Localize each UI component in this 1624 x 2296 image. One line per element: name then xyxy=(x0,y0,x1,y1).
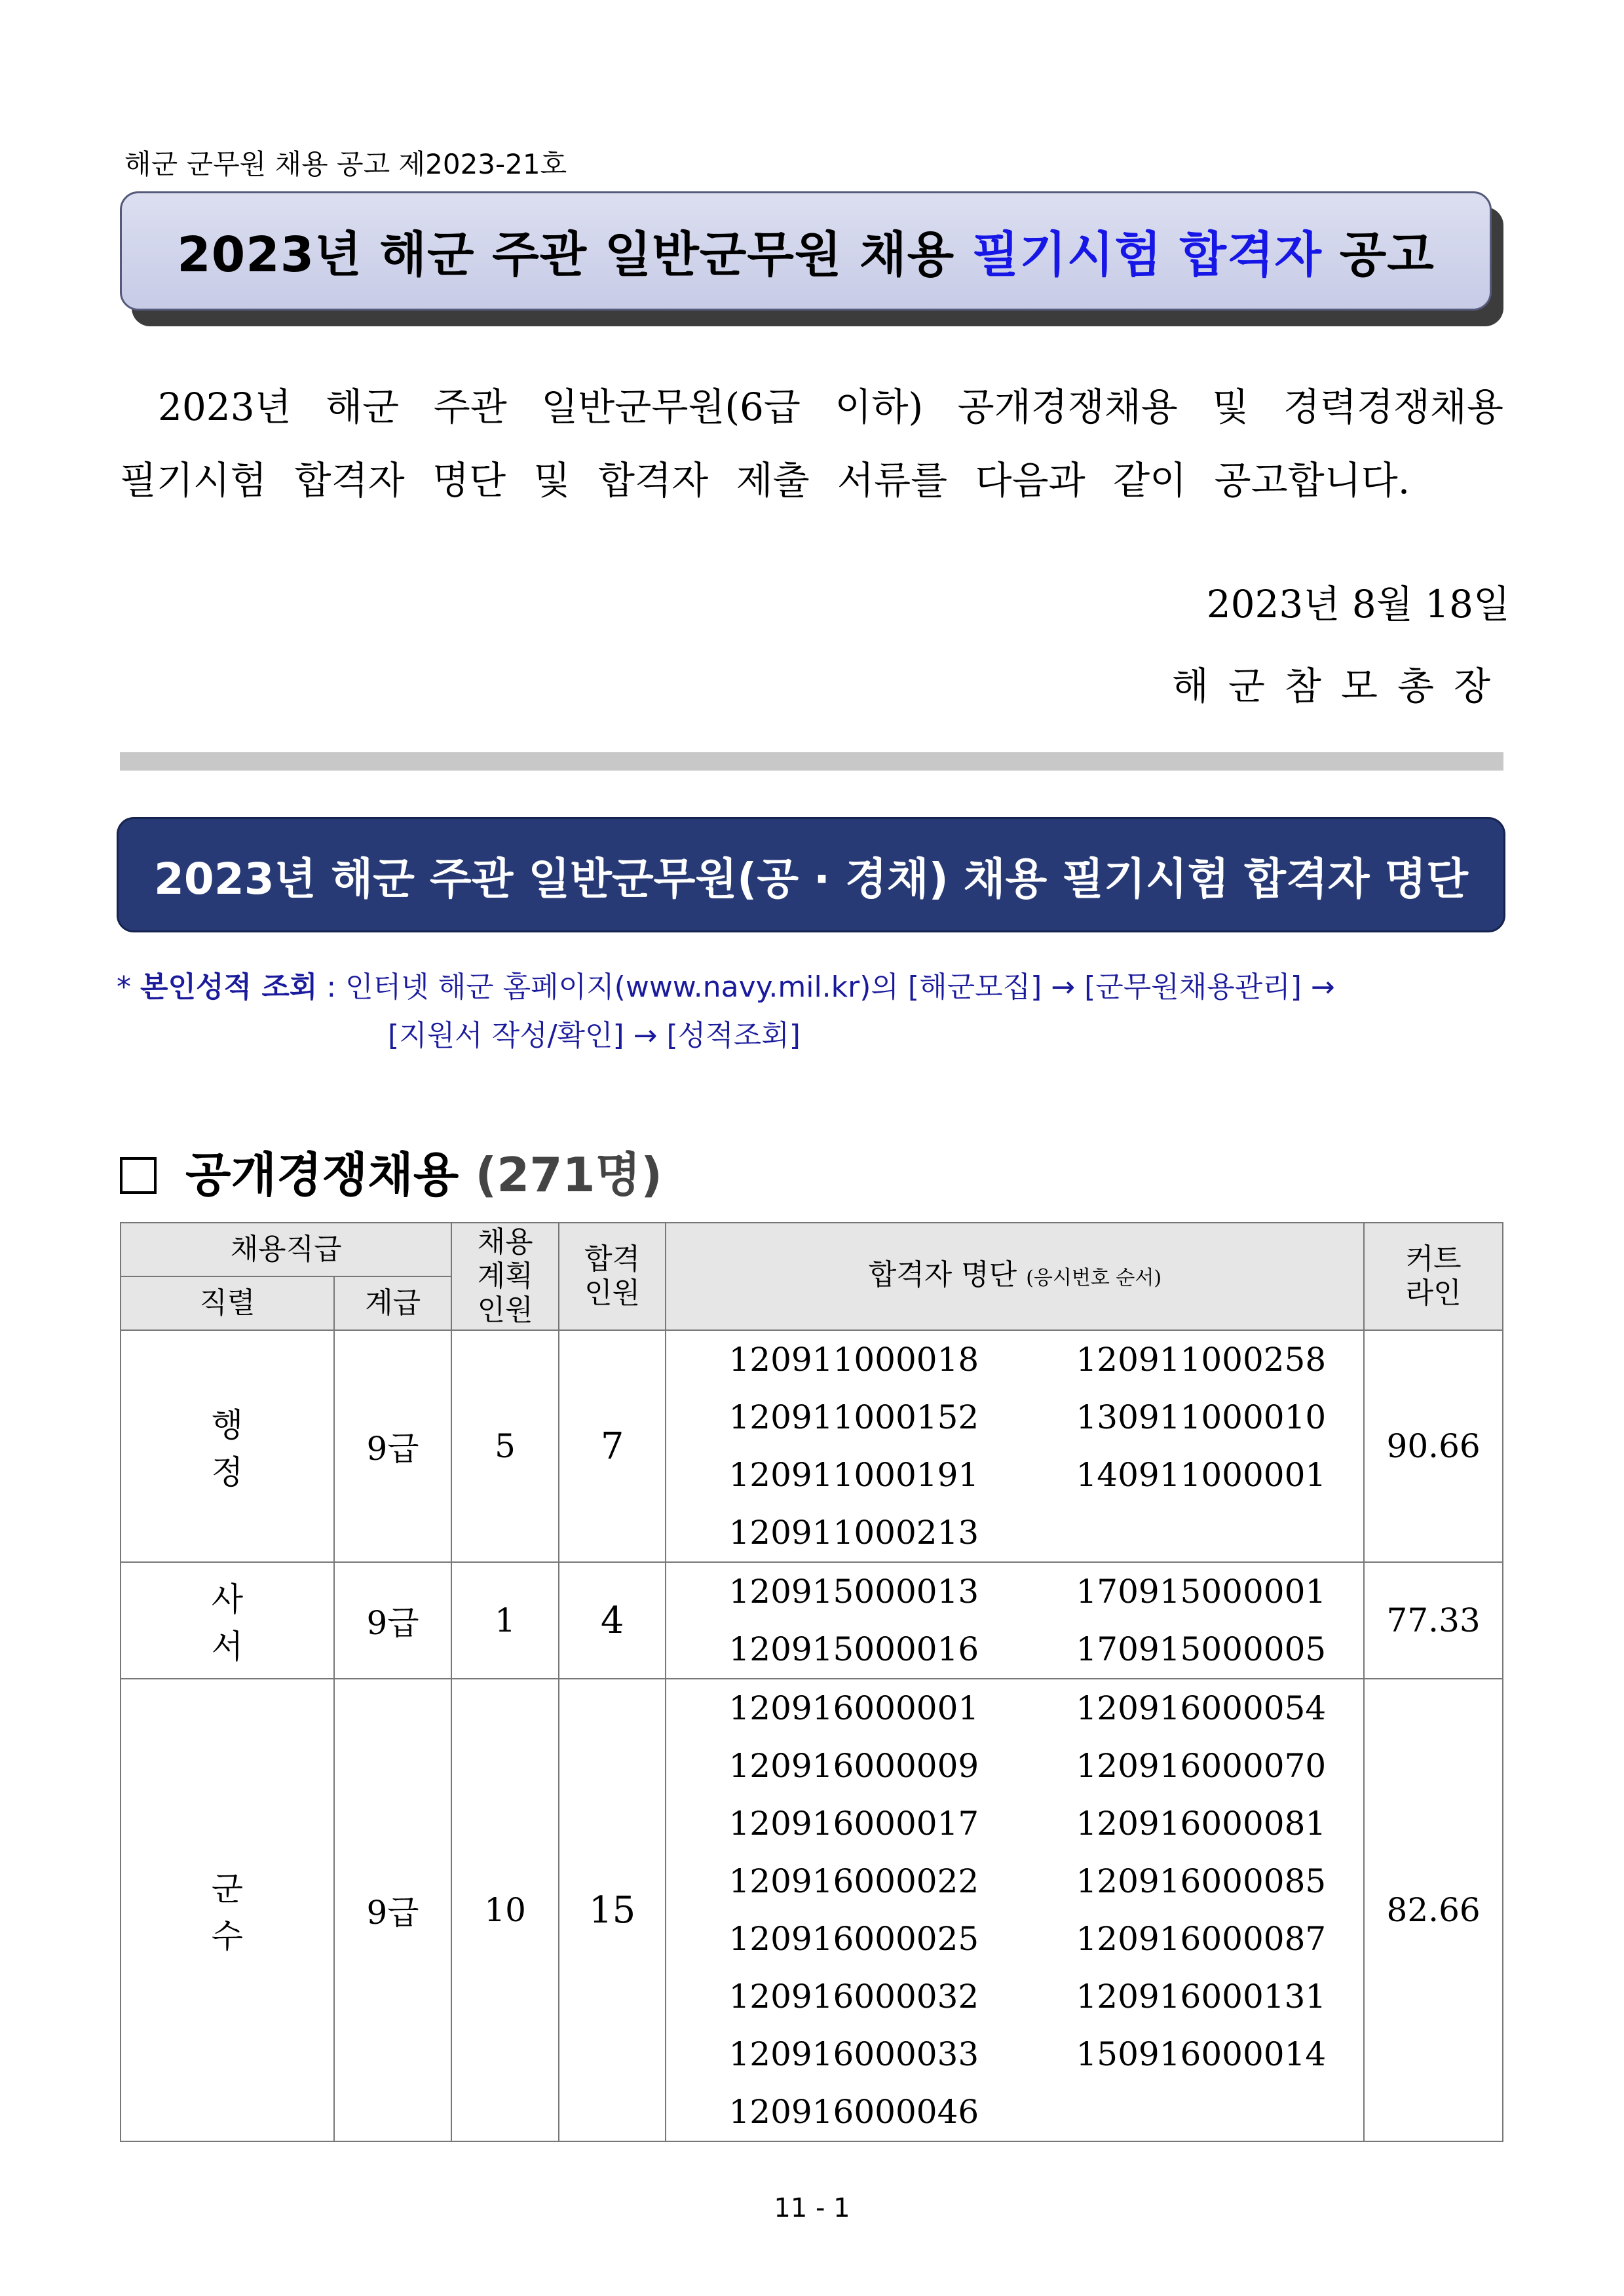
candidate-number xyxy=(1076,2083,1363,2141)
candidate-number: 120911000191 xyxy=(728,1456,979,1494)
page-title xyxy=(177,216,1434,286)
cell-cutline: 90.66 xyxy=(1364,1330,1503,1562)
candidate-number: 140911000001 xyxy=(1076,1456,1327,1494)
candidate-number: 120916000022 xyxy=(728,1862,979,1900)
candidate-number: 120916000033 xyxy=(728,2035,979,2073)
header-cutline: 커트 라인 xyxy=(1364,1223,1503,1330)
cell-candidate-list xyxy=(666,1330,1364,1562)
checkbox-square-icon xyxy=(120,1157,157,1194)
header-list xyxy=(666,1223,1364,1330)
cell-grade: 9급 xyxy=(334,1330,451,1562)
header-position: 채용직급 xyxy=(121,1223,451,1276)
notice-date: 2023년 8월 18일 xyxy=(1206,582,1510,626)
title-banner xyxy=(120,191,1503,326)
title-part2: 공고 xyxy=(1322,227,1435,283)
title-highlight: 필기시험 합격자 xyxy=(972,227,1322,283)
header-list-label: 합격자 명단 xyxy=(868,1257,1017,1292)
candidate-number: 120911000018 xyxy=(728,1341,979,1379)
title-box xyxy=(120,191,1492,311)
cell-planned: 1 xyxy=(451,1562,559,1679)
candidate-number-grid xyxy=(666,1679,1363,2141)
note-label: 본인성적 조회 xyxy=(140,970,318,1004)
cell-cutline: 77.33 xyxy=(1364,1562,1503,1679)
cell-passed: 15 xyxy=(559,1679,666,2141)
results-table xyxy=(120,1222,1503,2142)
candidate-number: 120916000009 xyxy=(728,1747,979,1785)
candidate-number: 120916000131 xyxy=(1076,1978,1327,2016)
table-body xyxy=(121,1330,1503,2141)
cell-grade: 9급 xyxy=(334,1562,451,1679)
candidate-number: 120915000013 xyxy=(728,1573,979,1611)
candidate-number: 120916000017 xyxy=(728,1805,979,1843)
list-banner xyxy=(117,817,1505,932)
candidate-number: 170915000001 xyxy=(1076,1573,1327,1611)
note-asterisk: * xyxy=(117,970,131,1004)
header-list-note: (응시번호 순서) xyxy=(1026,1266,1162,1290)
candidate-number: 120916000025 xyxy=(728,1920,979,1958)
candidate-number: 120916000032 xyxy=(728,1978,979,2016)
header-planned: 채용 계획 인원 xyxy=(451,1223,559,1330)
header-grade: 계급 xyxy=(334,1276,451,1330)
candidate-number: 120916000081 xyxy=(1076,1805,1327,1843)
candidate-number: 120916000085 xyxy=(1076,1862,1327,1900)
signer: 해군참모총장 xyxy=(1171,664,1510,708)
table-row xyxy=(121,1562,1503,1679)
cell-rank: 행정 xyxy=(121,1330,334,1562)
title-part1: 2023년 해군 주관 일반군무원 채용 xyxy=(177,227,972,283)
cell-planned: 5 xyxy=(451,1330,559,1562)
candidate-number: 130911000010 xyxy=(1076,1398,1327,1436)
candidate-number: 120916000054 xyxy=(1076,1689,1327,1727)
candidate-number: 170915000005 xyxy=(1076,1630,1327,1668)
candidate-number: 120916000046 xyxy=(728,2093,979,2131)
note-line2: [지원서 작성/확인] → [성적조회] xyxy=(388,1019,801,1052)
header-rank: 직렬 xyxy=(121,1276,334,1330)
divider xyxy=(120,752,1503,771)
candidate-number-grid xyxy=(666,1563,1363,1678)
cell-rank: 사서 xyxy=(121,1562,334,1679)
cell-cutline: 82.66 xyxy=(1364,1679,1503,2141)
table-row xyxy=(121,1679,1503,2141)
candidate-number: 120916000001 xyxy=(728,1689,979,1727)
page-number: 11 - 1 xyxy=(774,2193,850,2223)
cell-grade: 9급 xyxy=(334,1679,451,2141)
candidate-number: 120911000152 xyxy=(728,1398,979,1436)
candidate-number: 120915000016 xyxy=(728,1630,979,1668)
cell-passed: 4 xyxy=(559,1562,666,1679)
note-line1: : 인터넷 해군 홈페이지(www.navy.mil.kr)의 [해군모집] → [군무원채용관리] → xyxy=(326,970,1335,1004)
cell-planned: 10 xyxy=(451,1679,559,2141)
candidate-number: 120911000213 xyxy=(728,1514,979,1552)
intro-paragraph: 2023년 해군 주관 일반군무원(6급 이하) 공개경쟁채용 및 경력경쟁채용 필기시험 합격자 명단 및 합격자 제출 서류를 다음과 같이 공고합니다. xyxy=(120,385,1503,503)
notice-number: 해군 군무원 채용 공고 제2023-21호 xyxy=(124,148,567,180)
section-title: 공개경쟁채용 xyxy=(185,1147,459,1202)
cell-candidate-list xyxy=(666,1679,1364,2141)
cell-passed: 7 xyxy=(559,1330,666,1562)
list-banner-title: 2023년 해군 주관 일반군무원(공 · 경채) 채용 필기시험 합격자 명단 xyxy=(153,853,1469,904)
candidate-number: 150916000014 xyxy=(1076,2035,1327,2073)
candidate-number: 120916000087 xyxy=(1076,1920,1327,1958)
candidate-number xyxy=(1076,1504,1363,1561)
cell-candidate-list xyxy=(666,1562,1364,1679)
table-row xyxy=(121,1330,1503,1562)
candidate-number: 120916000070 xyxy=(1076,1747,1327,1785)
score-note xyxy=(117,963,1335,1012)
header-passed: 합격 인원 xyxy=(559,1223,666,1330)
section-count: (271명) xyxy=(475,1147,663,1202)
cell-rank: 군수 xyxy=(121,1679,334,2141)
candidate-number-grid xyxy=(666,1331,1363,1561)
section-heading xyxy=(120,1137,662,1205)
candidate-number: 120911000258 xyxy=(1076,1341,1327,1379)
